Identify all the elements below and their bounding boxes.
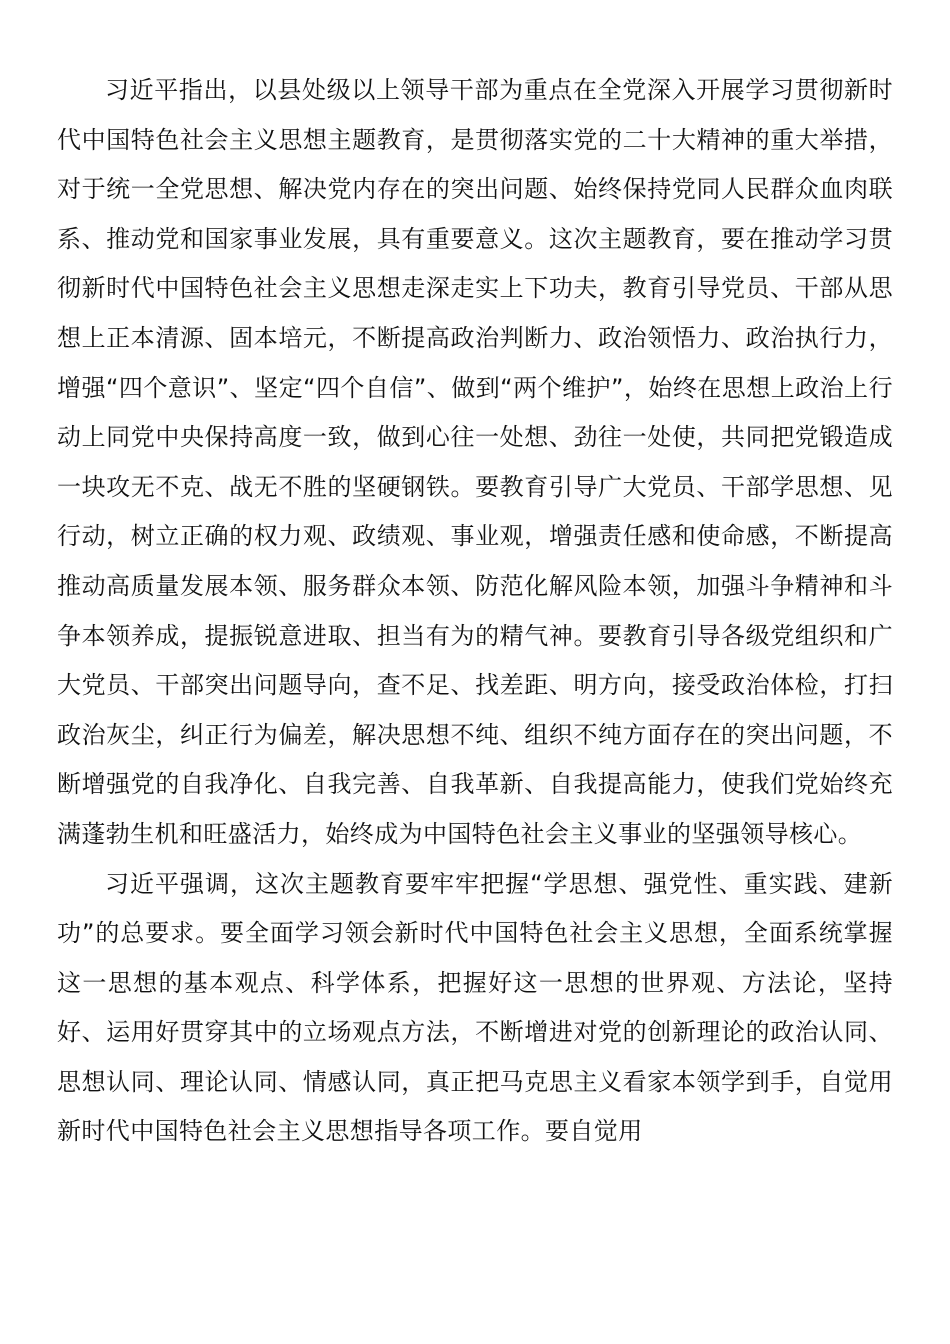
document-body <box>57 66 893 1157</box>
paragraph-2: 习近平强调，这次主题教育要牢牢把握“学思想、强党性、重实践、建新功”的总要求。要全面学习领会新时代中国特色社会主义思想，全面系统掌握这一思想的基本观点、科学体系，把握好这一思想的世界观、方法论，坚持好、运用好贯穿其中的立场观点方法，不断增进对党的创新理论的政治认同、思想认同、理论认同、情感认同，真正把马克思主义看家本领学到手，自觉用新时代中国特色社会主义思想指导各项工作。要自觉用 <box>57 869 893 1146</box>
paragraph-1: 习近平指出，以县处级以上领导干部为重点在全党深入开展学习贯彻新时代中国特色社会主义思想主题教育，是贯彻落实党的二十大精神的重大举措，对于统一全党思想、解决党内存在的突出问题、始终保持党同人民群众血肉联系、推动党和国家事业发展，具有重要意义。这次主题教育，要在推动学习贯彻新时代中国特色社会主义思想走深走实上下功夫，教育引导党员、干部从思想上正本清源、固本培元，不断提高政治判断力、政治领悟力、政治执行力，增强“四个意识”、坚定“四个自信”、做到“两个维护”，始终在思想上政治上行动上同党中央保持高度一致，做到心往一处想、劲往一处使，共同把党锻造成一块攻无不克、战无不胜的坚硬钢铁。要教育引导广大党员、干部学思想、见行动，树立正确的权力观、政绩观、事业观，增强责任感和使命感，不断提高推动高质量发展本领、服务群众本领、防范化解风险本领，加强斗争精神和斗争本领养成，提振锐意进取、担当有为的精气神。要教育引导各级党组织和广大党员、干部突出问题导向，查不足、找差距、明方向，接受政治体检，打扫政治灰尘，纠正行为偏差，解决思想不纯、组织不纯方面存在的突出问题，不断增强党的自我净化、自我完善、自我革新、自我提高能力，使我们党始终充满蓬勃生机和旺盛活力，始终成为中国特色社会主义事业的坚强领导核心。 <box>57 76 893 848</box>
